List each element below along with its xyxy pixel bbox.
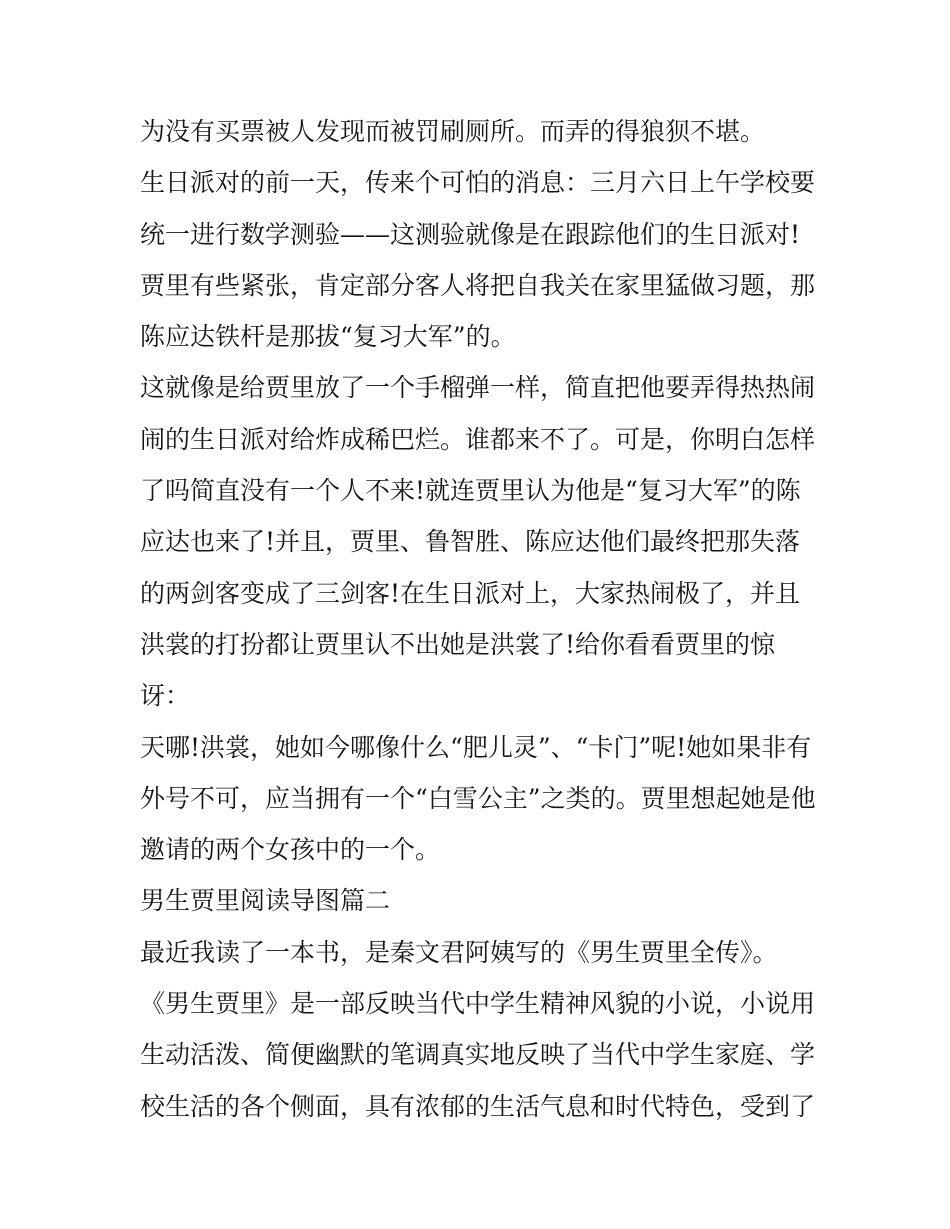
text-line: 统一进行数学测验——这测验就像是在跟踪他们的生日派对! (140, 219, 801, 249)
text-line: 这就像是给贾里放了一个手榴弹一样，简直把他要弄得热热闹 (140, 373, 816, 403)
text-line: 《男生贾里》是一部反映当代中学生精神风貌的小说，小说用 (140, 989, 816, 1019)
text-line: 校生活的各个侧面，具有浓郁的生活气息和时代特色，受到了 (140, 1091, 816, 1121)
text-line: 的两剑客变成了三剑客!在生日派对上，大家热闹极了，并且 (140, 578, 801, 608)
text-line: 为没有买票被人发现而被罚刷厕所。而弄的得狼狈不堪。 (140, 117, 766, 146)
text-line: 洪裳的打扮都让贾里认不出她是洪裳了!给你看看贾里的惊 (140, 629, 776, 659)
section-heading: 男生贾里阅读导图篇二 (140, 886, 391, 916)
text-line: 讶： (140, 681, 191, 711)
text-line: 了吗简直没有一个人不来!就连贾里认为他是“复习大军”的陈 (140, 476, 801, 506)
text-line: 邀请的两个女孩中的一个。 (140, 835, 441, 865)
text-line: 外号不可，应当拥有一个“白雪公主”之类的。贾里想起她是他 (140, 783, 816, 813)
document-body (140, 106, 820, 1132)
text-line: 生动活泼、简便幽默的笔调真实地反映了当代中学生家庭、学 (140, 1040, 816, 1070)
text-line: 应达也来了!并且，贾里、鲁智胜、陈应达他们最终把那失落 (140, 527, 801, 557)
text-line: 贾里有些紧张，肯定部分客人将把自我关在家里猛做习题，那 (140, 270, 816, 300)
text-line: 生日派对的前一天，传来个可怕的消息：三月六日上午学校要 (140, 168, 816, 198)
text-line: 天哪!洪裳，她如今哪像什么“肥儿灵”、“卡门”呢!她如果非有 (140, 732, 812, 762)
text-line: 闹的生日派对给炸成稀巴烂。谁都来不了。可是，你明白怎样 (140, 424, 816, 454)
text-line: 最近我读了一本书，是秦文君阿姨写的《男生贾里全传》。 (140, 937, 778, 967)
text-line: 陈应达铁杆是那拔“复习大军”的。 (140, 322, 516, 352)
